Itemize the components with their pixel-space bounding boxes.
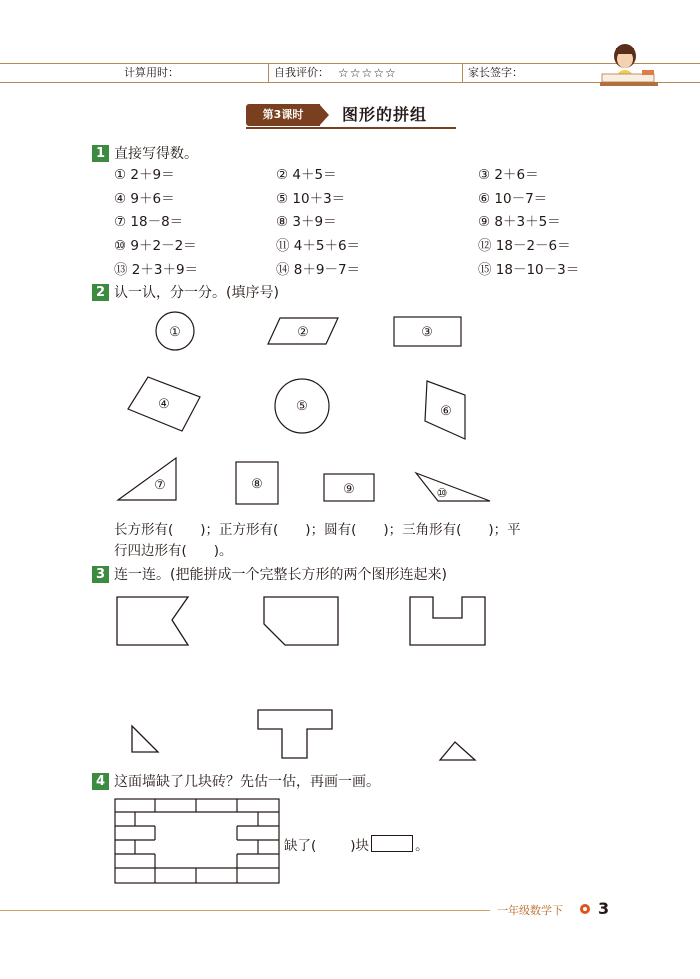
rating-stars[interactable]: ☆☆☆☆☆: [338, 66, 397, 80]
problem: ④ 9＋6＝: [114, 191, 175, 207]
triangle-shape-7: [118, 458, 176, 500]
problem: ⑪ 4＋5＋6＝: [276, 238, 361, 254]
divider: [268, 64, 269, 82]
flat-triangle-shape: [440, 742, 475, 760]
shape-label: ①: [169, 325, 181, 340]
shape-label: ⑧: [251, 477, 263, 492]
section-number: 2: [92, 284, 109, 301]
shape-label: ⑥: [440, 404, 452, 419]
shapes-figure: [100, 305, 620, 510]
problem: ⑦ 18－8＝: [114, 214, 184, 230]
shape-label: ⑤: [296, 399, 308, 414]
missing-bricks-text: [284, 835, 429, 856]
self-eval-label: 自我评价：: [274, 66, 329, 79]
section-title: 直接写得数。: [114, 146, 198, 162]
problem: ⑧ 3＋9＝: [276, 214, 337, 230]
lesson-tag-arrow: [319, 104, 329, 126]
title-underline: [246, 127, 456, 129]
section-title: 连一连。(把能拼成一个完整长方形的两个图形连起来): [114, 567, 447, 583]
missing-mid: )块: [350, 838, 370, 854]
page-dot-inner: [583, 907, 587, 911]
brick-drawing-box[interactable]: [371, 835, 413, 852]
triangle-shape-10: [416, 473, 490, 501]
problem: ⑬ 2＋3＋9＝: [114, 262, 199, 278]
problem: ⑮ 18－10－3＝: [478, 262, 580, 278]
small-triangle-shape: [132, 726, 158, 752]
shape-label: ④: [158, 397, 170, 412]
shape-label: ③: [421, 325, 433, 340]
shape-label: ②: [297, 325, 309, 340]
u-shape: [410, 597, 485, 645]
header-bar: [0, 63, 700, 83]
page-number: 3: [598, 899, 610, 918]
problem: ⑥ 10－7＝: [478, 191, 548, 207]
parent-sign-label: 家长签字：: [468, 66, 523, 79]
missing-suffix: 。: [415, 838, 429, 854]
problem: ⑫ 18－2－6＝: [478, 238, 571, 254]
problem: ⑤ 10＋3＝: [276, 191, 346, 207]
problem: ① 2＋9＝: [114, 167, 175, 183]
problem: ② 4＋5＝: [276, 167, 337, 183]
section-number: 3: [92, 566, 109, 583]
section-number: 4: [92, 773, 109, 790]
lesson-title: 图形的拼组: [342, 105, 428, 124]
brick-wall-figure: [110, 795, 285, 890]
missing-prefix: 缺了(: [284, 838, 317, 854]
cut-corner-rectangle-shape: [264, 597, 338, 645]
notched-rectangle-shape: [117, 597, 188, 645]
answer-line: 长方形有( )；正方形有( )；圆有( )；三角形有( )；平: [114, 522, 521, 538]
divider: [462, 64, 463, 82]
answer-line: 行四边形有( )。: [114, 543, 233, 559]
shape-label: ⑦: [154, 478, 166, 493]
shape-label: ⑩: [436, 486, 448, 500]
book-label: 一年级数学下: [497, 904, 563, 917]
problem: ⑨ 8＋3＋5＝: [478, 214, 561, 230]
t-shape: [258, 710, 332, 758]
footer-line: [0, 910, 490, 911]
section-title: 认一认，分一分。(填序号): [114, 285, 279, 301]
section-title: 这面墙缺了几块砖？先估一估，再画一画。: [114, 774, 380, 790]
problem: ③ 2＋6＝: [478, 167, 539, 183]
shape-label: ⑨: [343, 482, 355, 497]
student-illustration-icon: [600, 40, 660, 90]
problem: ⑩ 9＋2－2＝: [114, 238, 197, 254]
lesson-tag: 第3课时: [246, 104, 320, 126]
calc-time-label: 计算用时：: [124, 66, 179, 79]
problem: ⑭ 8＋9－7＝: [276, 262, 361, 278]
matching-shapes-figure: [100, 590, 500, 770]
section-number: 1: [92, 145, 109, 162]
